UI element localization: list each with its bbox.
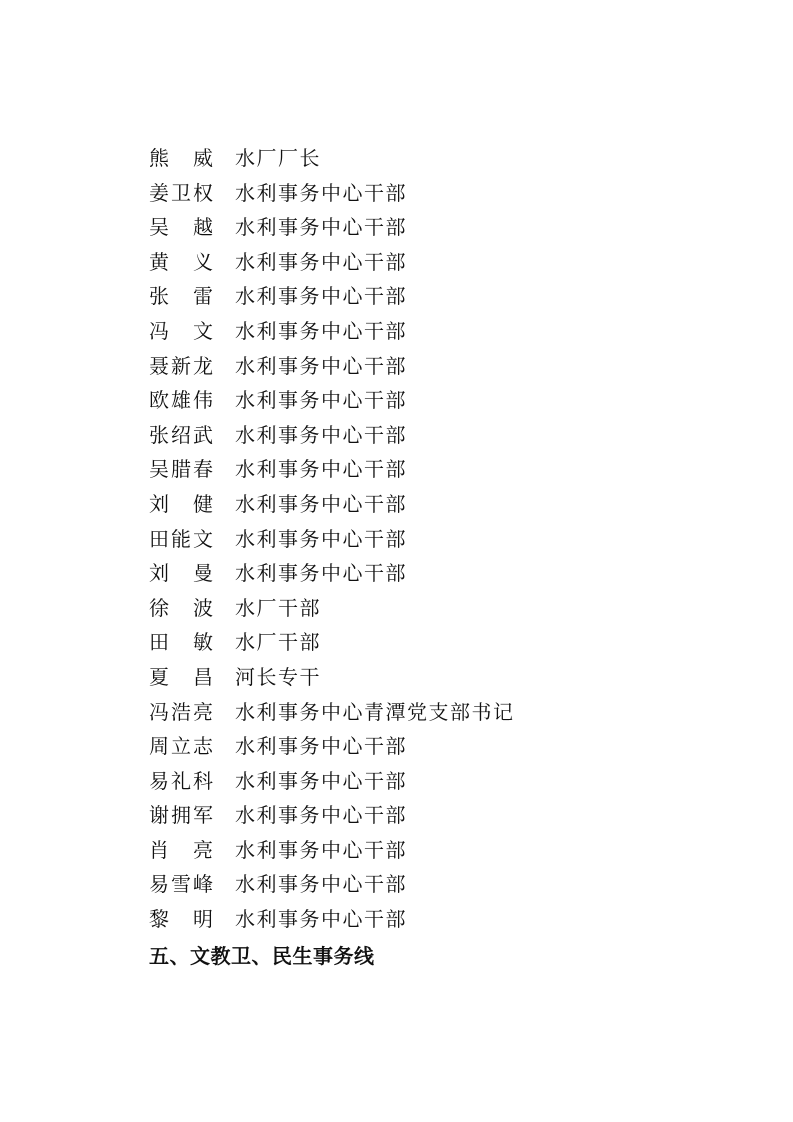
roster-row bbox=[149, 591, 709, 626]
person-name: 冯 文 bbox=[149, 318, 213, 343]
person-name: 姜 卫 权 bbox=[149, 180, 213, 205]
person-role: 水利事务中心干部 bbox=[235, 284, 407, 309]
person-role: 水利事务中心干部 bbox=[235, 734, 407, 759]
roster-row bbox=[149, 833, 709, 868]
person-role: 水利事务中心青潭党支部书记 bbox=[235, 699, 515, 724]
person-role: 水利事务中心干部 bbox=[235, 249, 407, 274]
person-role: 水利事务中心干部 bbox=[235, 907, 407, 932]
person-name: 夏 昌 bbox=[149, 664, 213, 689]
person-role: 水利事务中心干部 bbox=[235, 215, 407, 240]
person-name: 周 立 志 bbox=[149, 734, 213, 759]
person-name: 黎 明 bbox=[149, 907, 213, 932]
person-name: 张 绍 武 bbox=[149, 422, 213, 447]
person-name: 吴 越 bbox=[149, 215, 213, 240]
person-role: 水利事务中心干部 bbox=[235, 457, 407, 482]
person-role: 水利事务中心干部 bbox=[235, 526, 407, 551]
roster-row bbox=[149, 902, 709, 937]
roster-row bbox=[149, 867, 709, 902]
person-name: 吴 腊 春 bbox=[149, 457, 213, 482]
person-role: 水利事务中心干部 bbox=[235, 388, 407, 413]
person-name: 冯 浩 亮 bbox=[149, 699, 213, 724]
person-name: 田 能 文 bbox=[149, 526, 213, 551]
person-role: 水厂干部 bbox=[235, 630, 321, 655]
roster-row bbox=[149, 798, 709, 833]
roster-row bbox=[149, 764, 709, 799]
roster-row bbox=[149, 695, 709, 730]
person-role: 水利事务中心干部 bbox=[235, 180, 407, 205]
person-role: 水厂厂长 bbox=[235, 146, 321, 170]
roster-row bbox=[149, 245, 709, 280]
person-role: 水利事务中心干部 bbox=[235, 422, 407, 447]
roster-row bbox=[149, 418, 709, 453]
person-role: 水利事务中心干部 bbox=[235, 353, 407, 378]
person-role: 水利事务中心干部 bbox=[235, 768, 407, 793]
person-role: 水利事务中心干部 bbox=[235, 561, 407, 586]
roster-row bbox=[149, 522, 709, 557]
person-role: 水厂干部 bbox=[235, 595, 321, 620]
person-name: 张 雷 bbox=[149, 284, 213, 309]
roster-row bbox=[149, 314, 709, 349]
person-name: 谢 拥 军 bbox=[149, 803, 213, 828]
person-role: 水利事务中心干部 bbox=[235, 803, 407, 828]
person-role: 水利事务中心干部 bbox=[235, 837, 407, 862]
roster-row bbox=[149, 556, 709, 591]
roster-row bbox=[149, 279, 709, 314]
person-name: 易 雪 峰 bbox=[149, 872, 213, 897]
roster-row bbox=[149, 176, 709, 211]
person-name: 田 敏 bbox=[149, 630, 213, 655]
person-role: 河长专干 bbox=[235, 664, 321, 689]
person-role: 水利事务中心干部 bbox=[235, 491, 407, 516]
roster-row bbox=[149, 141, 709, 176]
person-name: 欧 雄 伟 bbox=[149, 388, 213, 413]
section-heading: 五、文教卫、民生事务线 bbox=[149, 944, 375, 968]
roster-row bbox=[149, 452, 709, 487]
person-name: 刘 曼 bbox=[149, 561, 213, 586]
roster-row bbox=[149, 349, 709, 384]
roster-row bbox=[149, 383, 709, 418]
person-name: 黄 义 bbox=[149, 249, 213, 274]
person-name: 聂 新 龙 bbox=[149, 353, 213, 378]
roster-row bbox=[149, 625, 709, 660]
roster-row bbox=[149, 729, 709, 764]
roster-row bbox=[149, 210, 709, 245]
person-name: 徐 波 bbox=[149, 595, 213, 620]
person-role: 水利事务中心干部 bbox=[235, 872, 407, 897]
person-name: 易 礼 科 bbox=[149, 768, 213, 793]
roster-row bbox=[149, 487, 709, 522]
person-name: 熊 威 bbox=[149, 146, 213, 170]
roster-row bbox=[149, 660, 709, 695]
personnel-list bbox=[149, 141, 709, 937]
person-name: 肖 亮 bbox=[149, 837, 213, 862]
person-role: 水利事务中心干部 bbox=[235, 318, 407, 343]
person-name: 刘 健 bbox=[149, 491, 213, 516]
